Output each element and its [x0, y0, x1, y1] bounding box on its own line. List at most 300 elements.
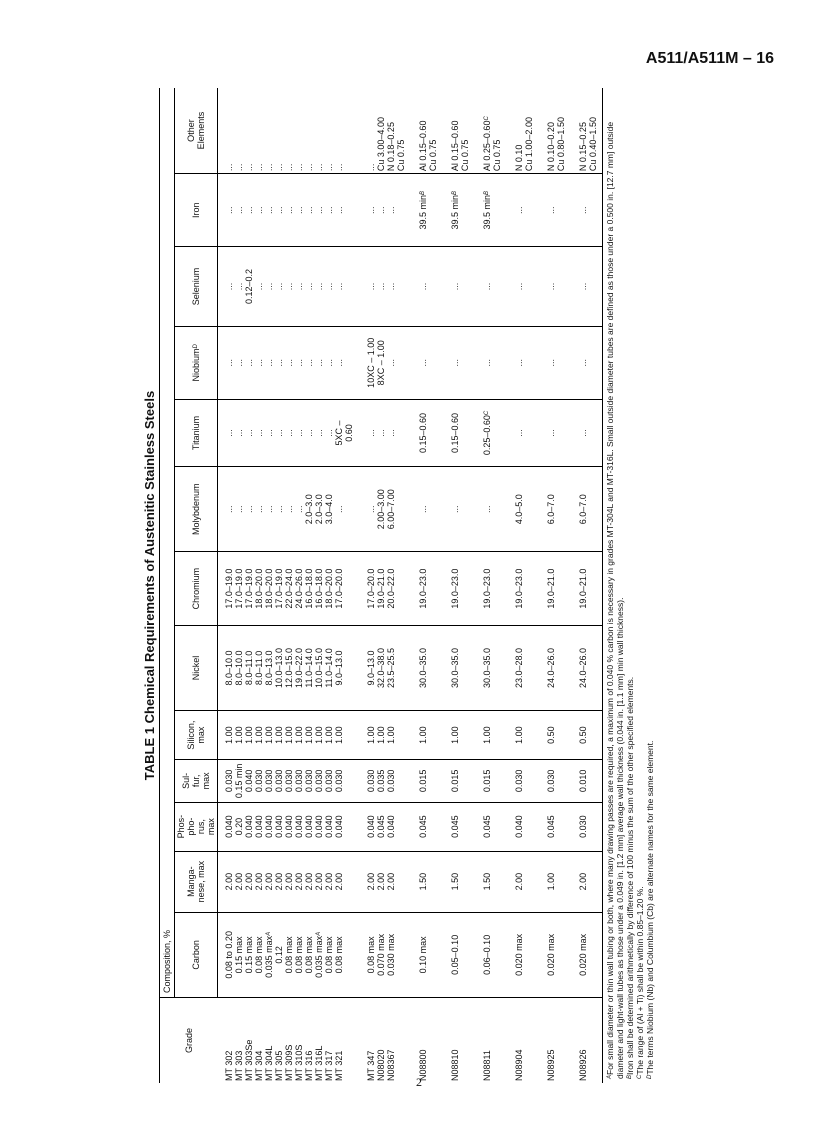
cell-silicon: 1.00: [244, 711, 254, 760]
cell-other-elements: ...: [244, 88, 254, 174]
cell-nickel: 23.5–25.5: [386, 625, 406, 710]
cell-chromium: 19.0–23.0: [470, 552, 502, 625]
cell-silicon: 1.00: [234, 711, 244, 760]
cell-selenium: ...: [386, 247, 406, 326]
cell-sulfur: 0.030: [304, 760, 314, 803]
cell-selenium: 0.12–0.2: [244, 247, 254, 326]
cell-other-elements: Al 0.15–0.60 Cu 0.75: [406, 88, 438, 174]
cell-carbon: 0.10 max: [406, 912, 438, 997]
col-header-sulfur: Sul- fur, max: [175, 760, 218, 803]
cell-niobium: ...: [566, 326, 603, 399]
cell-molybdenum: ...: [354, 467, 376, 552]
cell-titanium: ...: [234, 399, 244, 466]
table-row: [244, 88, 254, 1083]
cell-molybdenum: ...: [218, 467, 235, 552]
cell-grade: MT 316L: [314, 1045, 324, 1081]
cell-phosphorus: 0.040: [254, 802, 264, 851]
cell-titanium: ...: [324, 399, 334, 466]
cell-chromium: 18.0–20.0: [264, 552, 274, 625]
cell-carbon: 0.08 max: [254, 912, 264, 997]
cell-phosphorus: 0.040: [218, 802, 235, 851]
cell-grade: MT 305: [274, 1050, 284, 1081]
cell-iron: ...: [502, 174, 534, 247]
cell-titanium: ...: [274, 399, 284, 466]
cell-molybdenum: ...: [438, 467, 470, 552]
cell-silicon: 1.00: [314, 711, 324, 760]
cell-selenium: ...: [314, 247, 324, 326]
cell-selenium: ...: [324, 247, 334, 326]
cell-other-elements: ...: [324, 88, 334, 174]
cell-iron: 39.5 $\min^B$: [438, 174, 470, 247]
cell-iron: ...: [324, 174, 334, 247]
cell-manganese: 1.50: [438, 851, 470, 912]
cell-phosphorus: 0.040: [304, 802, 314, 851]
cell-molybdenum: 6.00–7.00: [386, 467, 406, 552]
cell-iron: ...: [386, 174, 406, 247]
table-body: [218, 88, 603, 1083]
cell-manganese: 2.00: [502, 851, 534, 912]
cell-other-elements: N 0.10 Cu 1.00–2.00: [502, 88, 534, 174]
cell-niobium: ...: [470, 326, 502, 399]
cell-selenium: ...: [376, 247, 386, 326]
cell-carbon: 0.030 max: [386, 912, 406, 997]
chemical-requirements-table: [159, 88, 603, 1083]
table-row: [264, 88, 274, 1083]
cell-molybdenum: 2.0–3.0: [314, 467, 324, 552]
cell-manganese: 2.00: [314, 851, 324, 912]
cell-iron: ...: [274, 174, 284, 247]
col-header-molybdenum: Molybdenum: [175, 467, 218, 552]
cell-iron: ...: [254, 174, 264, 247]
cell-niobium: ...: [218, 326, 235, 399]
cell-manganese: 2.00: [376, 851, 386, 912]
cell-iron: ...: [304, 174, 314, 247]
cell-iron: ...: [566, 174, 603, 247]
cell-silicon: 1.00: [294, 711, 304, 760]
cell-nickel: 8.0–13.0: [264, 625, 274, 710]
table-row: [254, 88, 264, 1083]
cell-silicon: 1.00: [304, 711, 314, 760]
table-row: [406, 88, 438, 1083]
cell-phosphorus: 0.040: [324, 802, 334, 851]
cell-grade: MT 310S: [294, 1044, 304, 1081]
cell-nickel: 8.0–11.0: [254, 625, 264, 710]
cell-chromium: 17.0–19.0: [234, 552, 244, 625]
cell-titanium: ...: [534, 399, 566, 466]
cell-molybdenum: ...: [294, 467, 304, 552]
cell-phosphorus: 0.040: [264, 802, 274, 851]
col-header-iron: Iron: [175, 174, 218, 247]
cell-molybdenum: ...: [264, 467, 274, 552]
cell-selenium: ...: [502, 247, 534, 326]
cell-manganese: 1.50: [406, 851, 438, 912]
cell-silicon: 1.00: [470, 711, 502, 760]
col-header-carbon: Carbon: [175, 912, 218, 997]
cell-sulfur: 0.030: [324, 760, 334, 803]
cell-niobium: ...: [264, 326, 274, 399]
table-row: [386, 88, 406, 1083]
cell-molybdenum: ...: [334, 467, 354, 552]
table-row: [438, 88, 470, 1083]
table-row: [334, 88, 354, 1083]
col-header-phosphorus: Phos- pho- rus, max: [175, 802, 218, 851]
cell-molybdenum: ...: [234, 467, 244, 552]
table-row: [314, 88, 324, 1083]
cell-iron: ...: [218, 174, 235, 247]
cell-titanium: ...: [264, 399, 274, 466]
cell-grade: MT 302: [223, 1050, 234, 1081]
footnotes: [605, 88, 655, 1083]
col-header-selenium: Selenium: [175, 247, 218, 326]
cell-chromium: 19.0–21.0: [534, 552, 566, 625]
cell-selenium: ...: [566, 247, 603, 326]
cell-iron: ...: [376, 174, 386, 247]
cell-chromium: 19.0–23.0: [406, 552, 438, 625]
cell-molybdenum: 3.0–4.0: [324, 467, 334, 552]
col-header-nickel: Nickel: [175, 625, 218, 710]
cell-silicon: 1.00: [284, 711, 294, 760]
page-number: 2: [416, 1075, 422, 1089]
cell-sulfur: 0.15 min: [234, 760, 244, 803]
cell-niobium: ...: [406, 326, 438, 399]
cell-grade: MT 304: [254, 1050, 264, 1081]
cell-nickel: 32.0–38.0: [376, 625, 386, 710]
cell-titanium: ...: [386, 399, 406, 466]
cell-nickel: 8.0–10.0: [218, 625, 235, 710]
cell-selenium: ...: [304, 247, 314, 326]
cell-sulfur: 0.030: [502, 760, 534, 803]
cell-sulfur: 0.030: [314, 760, 324, 803]
cell-selenium: ...: [218, 247, 235, 326]
cell-niobium: 10XC – 1.00: [354, 326, 376, 399]
cell-sulfur: 0.030: [264, 760, 274, 803]
cell-nickel: 11.0–14.0: [304, 625, 314, 710]
cell-silicon: 1.00: [376, 711, 386, 760]
cell-sulfur: 0.030: [218, 760, 235, 803]
table-title: TABLE 1 Chemical Requirements of Austenitic Stainless Steels: [142, 390, 157, 781]
cell-iron: ...: [314, 174, 324, 247]
cell-titanium: 5XC – 0.60: [334, 399, 354, 466]
cell-grade: N08020: [376, 1049, 386, 1081]
cell-silicon: 1.00: [438, 711, 470, 760]
cell-carbon: 0.15 max: [234, 912, 244, 997]
cell-other-elements: N 0.18–0.25 Cu 0.75: [386, 88, 406, 174]
cell-titanium: $0.25-0.60^C$: [470, 399, 502, 466]
cell-niobium: ...: [438, 326, 470, 399]
cell-other-elements: N 0.15–0.25 Cu 0.40–1.50: [566, 88, 603, 174]
cell-chromium: 18.0–20.0: [324, 552, 334, 625]
cell-niobium: ...: [502, 326, 534, 399]
cell-selenium: ...: [234, 247, 244, 326]
cell-sulfur: 0.030: [534, 760, 566, 803]
cell-molybdenum: ...: [244, 467, 254, 552]
table-row: [218, 88, 235, 1083]
cell-manganese: 2.00: [294, 851, 304, 912]
cell-chromium: 19.0–23.0: [438, 552, 470, 625]
cell-niobium: ...: [234, 326, 244, 399]
cell-grade: MT 321: [334, 1050, 344, 1081]
composition-header: Composition, %: [160, 88, 175, 998]
cell-iron: ...: [234, 174, 244, 247]
cell-nickel: 30.0–35.0: [406, 625, 438, 710]
cell-silicon: 1.00: [502, 711, 534, 760]
cell-selenium: ...: [294, 247, 304, 326]
cell-molybdenum: 4.0–5.0: [502, 467, 534, 552]
cell-other-elements: Al 0.15–0.60 Cu 0.75: [438, 88, 470, 174]
cell-phosphorus: 0.040: [284, 802, 294, 851]
table-row: [354, 88, 376, 1083]
cell-other-elements: N 0.10–0.20 Cu 0.80–1.50: [534, 88, 566, 174]
cell-nickel: 10.0–13.0: [274, 625, 284, 710]
cell-other-elements: ...: [254, 88, 264, 174]
cell-manganese: 2.00: [264, 851, 274, 912]
cell-nickel: 24.0–26.0: [534, 625, 566, 710]
col-header-niobium: Niobium$^D$: [175, 326, 218, 399]
cell-selenium: ...: [284, 247, 294, 326]
cell-grade: MT 304L: [264, 1045, 274, 1081]
cell-chromium: 24.0–26.0: [294, 552, 304, 625]
table-row: [284, 88, 294, 1083]
cell-silicon: 1.00: [354, 711, 376, 760]
cell-molybdenum: ...: [274, 467, 284, 552]
document-designation: A511/A511M – 16: [645, 50, 774, 67]
cell-niobium: ...: [386, 326, 406, 399]
cell-phosphorus: 0.040: [294, 802, 304, 851]
col-header-silicon: Silicon, max: [175, 711, 218, 760]
cell-selenium: ...: [406, 247, 438, 326]
cell-titanium: ...: [304, 399, 314, 466]
cell-phosphorus: 0.045: [470, 802, 502, 851]
cell-titanium: ...: [218, 399, 235, 466]
rotated-table-container: [141, 88, 655, 1083]
cell-niobium: 8XC – 1.00: [376, 326, 386, 399]
cell-nickel: 8.0–11.0: [244, 625, 254, 710]
cell-niobium: ...: [254, 326, 264, 399]
cell-manganese: 2.00: [354, 851, 376, 912]
cell-selenium: ...: [334, 247, 354, 326]
cell-sulfur: 0.030: [284, 760, 294, 803]
cell-phosphorus: 0.045: [376, 802, 386, 851]
cell-iron: ...: [244, 174, 254, 247]
cell-other-elements: ...: [264, 88, 274, 174]
cell-manganese: 1.00: [534, 851, 566, 912]
cell-nickel: 10.0–15.0: [314, 625, 324, 710]
cell-iron: ...: [354, 174, 376, 247]
cell-carbon: 0.05–0.10: [438, 912, 470, 997]
cell-chromium: 17.0–20.0: [334, 552, 354, 625]
cell-titanium: 0.15–0.60: [438, 399, 470, 466]
cell-chromium: 17.0–20.0: [354, 552, 376, 625]
footnote: $^A$For small diameter or thin wall tubing or both, where many drawing passes are required, a maximum of 0.040 % carbon is necessary in grades MT-304L and MT-316L. Small outside diameter tubes are defined as those under a 0.500 in. [12.7 mm] outside diameter and light-wall tubes as those under a 0.049 in. [1.2 mm] average wall thickness (0.044 in. [1.1 mm] min wall thickness).: [605, 121, 625, 1079]
cell-selenium: ...: [254, 247, 264, 326]
footnote: $^B$Iron shall be determined arithmetically by difference of 100 minus the sum of the other specified elements.: [625, 676, 635, 1079]
cell-phosphorus: 0.040: [354, 802, 376, 851]
cell-grade: N08925: [546, 1049, 556, 1081]
cell-other-elements: ...: [294, 88, 304, 174]
cell-niobium: ...: [534, 326, 566, 399]
cell-chromium: 22.0–24.0: [284, 552, 294, 625]
cell-carbon: 0.08 max: [334, 912, 354, 997]
cell-carbon: 0.06–0.10: [470, 912, 502, 997]
cell-phosphorus: 0.045: [534, 802, 566, 851]
cell-nickel: 8.0–10.0: [234, 625, 244, 710]
cell-manganese: 2.00: [304, 851, 314, 912]
cell-titanium: ...: [502, 399, 534, 466]
cell-grade: MT 317: [324, 1050, 334, 1081]
cell-molybdenum: ...: [470, 467, 502, 552]
cell-iron: ...: [534, 174, 566, 247]
cell-titanium: ...: [566, 399, 603, 466]
cell-phosphorus: 0.040: [334, 802, 354, 851]
cell-niobium: ...: [284, 326, 294, 399]
cell-grade: MT 347: [366, 1050, 376, 1081]
cell-silicon: 1.00: [406, 711, 438, 760]
cell-molybdenum: 6.0–7.0: [566, 467, 603, 552]
cell-titanium: ...: [376, 399, 386, 466]
cell-niobium: ...: [274, 326, 284, 399]
cell-molybdenum: 2.0–3.0: [304, 467, 314, 552]
cell-grade: N08904: [514, 1049, 524, 1081]
cell-molybdenum: ...: [406, 467, 438, 552]
cell-iron: ...: [294, 174, 304, 247]
cell-phosphorus: 0.045: [438, 802, 470, 851]
cell-manganese: 2.00: [566, 851, 603, 912]
cell-nickel: 24.0–26.0: [566, 625, 603, 710]
cell-phosphorus: 0.040: [502, 802, 534, 851]
cell-carbon: 0.020 max: [566, 912, 603, 997]
cell-other-elements: ...: [284, 88, 294, 174]
cell-carbon: 0.15 max: [244, 912, 254, 997]
cell-silicon: 1.00: [218, 711, 235, 760]
table-row: [324, 88, 334, 1083]
cell-manganese: 2.00: [386, 851, 406, 912]
cell-nickel: 9.0–13.0: [354, 625, 376, 710]
cell-phosphorus: 0.040: [244, 802, 254, 851]
cell-manganese: 2.00: [234, 851, 244, 912]
cell-niobium: ...: [314, 326, 324, 399]
table-row: [502, 88, 534, 1083]
cell-nickel: 12.0–15.0: [284, 625, 294, 710]
cell-other-elements: ...: [304, 88, 314, 174]
cell-niobium: ...: [334, 326, 354, 399]
cell-carbon: 0.08 max: [324, 912, 334, 997]
cell-titanium: ...: [354, 399, 376, 466]
cell-manganese: 2.00: [244, 851, 254, 912]
cell-iron: ...: [264, 174, 274, 247]
cell-selenium: ...: [264, 247, 274, 326]
cell-molybdenum: ...: [284, 467, 294, 552]
cell-phosphorus: 0.030: [566, 802, 603, 851]
cell-carbon: 0.020 max: [502, 912, 534, 997]
cell-chromium: 18.0–20.0: [254, 552, 264, 625]
cell-sulfur: 0.035: [376, 760, 386, 803]
cell-chromium: 16.0–18.0: [314, 552, 324, 625]
col-header-titanium: Titanium: [175, 399, 218, 466]
cell-silicon: 1.00: [324, 711, 334, 760]
cell-manganese: 2.00: [218, 851, 235, 912]
cell-grade: N08926: [566, 998, 603, 1083]
cell-other-elements: ...: [274, 88, 284, 174]
cell-phosphorus: 0.20: [234, 802, 244, 851]
cell-niobium: ...: [294, 326, 304, 399]
cell-carbon: 0.08 max: [304, 912, 314, 997]
cell-iron: ...: [334, 174, 354, 247]
cell-molybdenum: ...: [254, 467, 264, 552]
cell-sulfur: 0.040: [244, 760, 254, 803]
cell-carbon: 0.070 max: [376, 912, 386, 997]
cell-grade: N08367: [386, 1049, 396, 1081]
table-row: [534, 88, 566, 1083]
cell-phosphorus: 0.040: [386, 802, 406, 851]
cell-molybdenum: 2.00–3.00: [376, 467, 386, 552]
cell-grade: MT 309S: [284, 1044, 294, 1081]
cell-titanium: ...: [254, 399, 264, 466]
cell-nickel: 30.0–35.0: [470, 625, 502, 710]
cell-silicon: 1.00: [264, 711, 274, 760]
cell-manganese: 2.00: [284, 851, 294, 912]
cell-other-elements: ...: [314, 88, 324, 174]
cell-sulfur: 0.010: [566, 760, 603, 803]
cell-silicon: 0.50: [566, 711, 603, 760]
col-header-manganese: Manga- nese, max: [175, 851, 218, 912]
cell-selenium: ...: [274, 247, 284, 326]
cell-carbon: 0.08 to 0.20: [218, 912, 235, 997]
cell-carbon: 0.08 max: [354, 912, 376, 997]
cell-manganese: 2.00: [274, 851, 284, 912]
cell-other-elements: Cu 3.00–4.00: [376, 88, 386, 174]
cell-grade: N08800: [418, 1049, 428, 1081]
cell-grade: MT 316: [304, 1050, 314, 1081]
cell-other-elements: ...: [234, 88, 244, 174]
cell-carbon: 0.035 $\max^A$: [314, 912, 324, 997]
cell-chromium: 20.0–22.0: [386, 552, 406, 625]
cell-manganese: 2.00: [254, 851, 264, 912]
table-row: [304, 88, 314, 1083]
cell-chromium: 17.0–19.0: [274, 552, 284, 625]
cell-selenium: ...: [534, 247, 566, 326]
cell-phosphorus: 0.040: [314, 802, 324, 851]
cell-other-elements: ...: [354, 88, 376, 174]
col-header-chromium: Chromium: [175, 552, 218, 625]
cell-iron: 39.5 $\min^B$: [470, 174, 502, 247]
cell-silicon: 1.00: [386, 711, 406, 760]
cell-carbon: 0.035 $\max^A$: [264, 912, 274, 997]
col-header-other-elements: Other Elements: [175, 88, 218, 174]
cell-silicon: 0.50: [534, 711, 566, 760]
cell-grade: MT 303Se: [244, 1039, 254, 1081]
cell-carbon: 0.020 max: [534, 912, 566, 997]
cell-grade: MT 303: [234, 1050, 244, 1081]
cell-chromium: 17.0–19.0: [218, 552, 235, 625]
cell-nickel: 11.0–14.0: [324, 625, 334, 710]
cell-molybdenum: 6.0–7.0: [534, 467, 566, 552]
cell-selenium: ...: [438, 247, 470, 326]
cell-sulfur: 0.015: [438, 760, 470, 803]
cell-iron: ...: [284, 174, 294, 247]
cell-sulfur: 0.015: [470, 760, 502, 803]
footnote: $^C$The range of (Al + Ti) shall be within 0.85–1.20 %.: [635, 886, 645, 1079]
cell-manganese: 2.00: [334, 851, 354, 912]
cell-nickel: 30.0–35.0: [438, 625, 470, 710]
cell-iron: 39.5 $\min^B$: [406, 174, 438, 247]
cell-sulfur: 0.030: [386, 760, 406, 803]
cell-other-elements: Al $0.25-0.60^C$ Cu 0.75: [470, 88, 502, 174]
cell-titanium: ...: [294, 399, 304, 466]
cell-phosphorus: 0.045: [406, 802, 438, 851]
cell-selenium: ...: [470, 247, 502, 326]
col-header-grade: Grade: [160, 998, 218, 1083]
cell-chromium: 16.0–18.0: [304, 552, 314, 625]
